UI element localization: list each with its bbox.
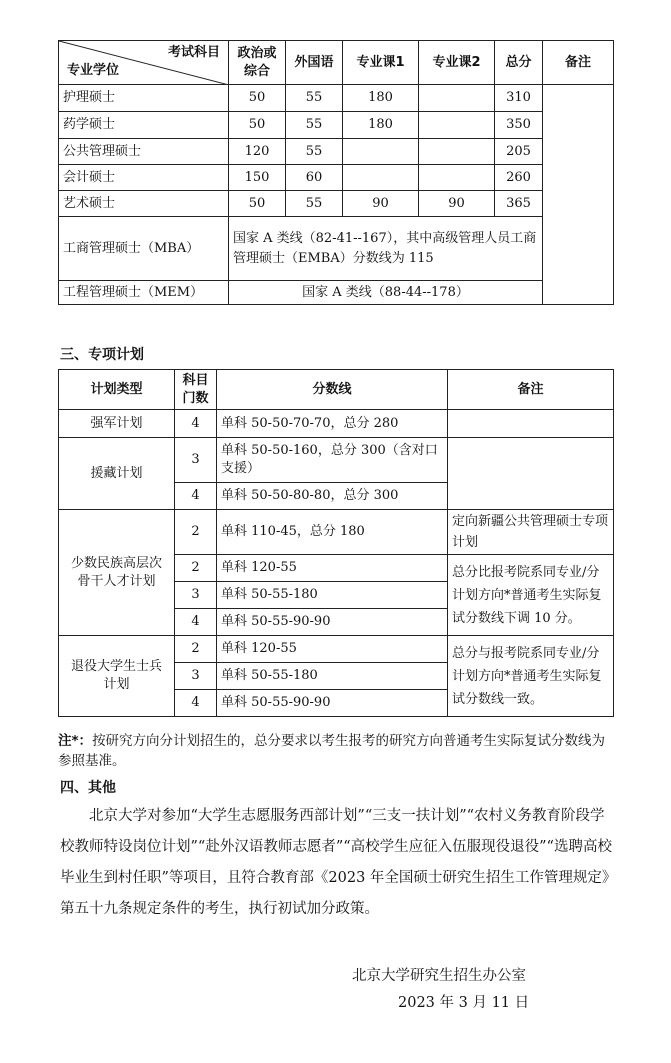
table-row bbox=[59, 112, 614, 139]
header-major-course-2: 专业课2 bbox=[419, 41, 495, 85]
degree-name-mem: 工程管理硕士（MEM） bbox=[59, 281, 229, 305]
degree-name: 护理硕士 bbox=[59, 85, 229, 112]
score-line: 单科 120-55 bbox=[217, 555, 448, 582]
score-politics: 50 bbox=[229, 112, 286, 139]
table-header-row bbox=[59, 41, 614, 85]
footnote bbox=[58, 731, 613, 771]
subject-count: 2 bbox=[175, 510, 217, 555]
corner-subjects-label: 考试科目 bbox=[167, 45, 220, 60]
degree-name: 会计硕士 bbox=[59, 165, 229, 191]
subject-count: 2 bbox=[175, 555, 217, 582]
score-foreign: 55 bbox=[286, 139, 343, 165]
subject-count: 4 bbox=[175, 483, 217, 510]
corner-degree-label: 专业学位 bbox=[67, 63, 120, 78]
subject-count: 4 bbox=[175, 690, 217, 717]
score-line: 单科 50-50-160，总分 300（含对口支援） bbox=[217, 438, 448, 483]
diagonal-header-cell bbox=[59, 41, 229, 85]
score-line: 单科 50-55-90-90 bbox=[217, 609, 448, 636]
score-line: 单科 120-55 bbox=[217, 636, 448, 663]
table-header-row bbox=[59, 370, 614, 410]
plan-type: 退役大学生士兵计划 bbox=[59, 636, 175, 717]
subject-count: 4 bbox=[175, 609, 217, 636]
section-4-title: 四、其他 bbox=[60, 780, 116, 796]
score-line: 单科 110-45，总分 180 bbox=[217, 510, 448, 555]
table-row-mba bbox=[59, 217, 614, 281]
score-total: 365 bbox=[495, 191, 543, 217]
footnote-label: 注*： bbox=[58, 733, 93, 749]
table-row bbox=[59, 191, 614, 217]
score-line: 单科 50-50-80-80，总分 300 bbox=[217, 483, 448, 510]
header-total: 总分 bbox=[495, 41, 543, 85]
header-foreign-language: 外国语 bbox=[286, 41, 343, 85]
remark-cell bbox=[448, 438, 614, 510]
score-foreign: 55 bbox=[286, 191, 343, 217]
score-politics: 50 bbox=[229, 85, 286, 112]
table-row bbox=[59, 85, 614, 112]
score-line: 单科 50-55-180 bbox=[217, 582, 448, 609]
remark-text: 定向新疆公共管理硕士专项计划 bbox=[448, 510, 614, 555]
degree-name: 药学硕士 bbox=[59, 112, 229, 139]
section-3-title: 三、专项计划 bbox=[60, 347, 144, 363]
score-course-2 bbox=[419, 165, 495, 191]
plan-type: 援藏计划 bbox=[59, 438, 175, 510]
header-plan-type: 计划类型 bbox=[59, 370, 175, 410]
header-politics: 政治或综合 bbox=[229, 41, 286, 85]
passing-score-table bbox=[58, 40, 614, 305]
table-row bbox=[59, 139, 614, 165]
degree-name-mba: 工商管理硕士（MBA） bbox=[59, 217, 229, 281]
score-total: 310 bbox=[495, 85, 543, 112]
score-course-2 bbox=[419, 85, 495, 112]
score-foreign: 60 bbox=[286, 165, 343, 191]
score-line: 单科 50-50-70-70，总分 280 bbox=[217, 410, 448, 438]
header-subject-count: 科目门数 bbox=[175, 370, 217, 410]
score-politics: 120 bbox=[229, 139, 286, 165]
remark-cell bbox=[543, 85, 614, 305]
header-major-course-1: 专业课1 bbox=[343, 41, 419, 85]
remark-text: 总分与报考院系同专业/分计划方向*普通考生实际复试分数线一致。 bbox=[448, 636, 614, 717]
score-politics: 150 bbox=[229, 165, 286, 191]
table-row-mem bbox=[59, 281, 614, 305]
score-politics: 50 bbox=[229, 191, 286, 217]
score-course-1: 180 bbox=[343, 112, 419, 139]
table-row bbox=[59, 438, 614, 483]
score-total: 205 bbox=[495, 139, 543, 165]
header-score-line: 分数线 bbox=[217, 370, 448, 410]
degree-name: 艺术硕士 bbox=[59, 191, 229, 217]
score-course-2: 90 bbox=[419, 191, 495, 217]
degree-name: 公共管理硕士 bbox=[59, 139, 229, 165]
score-total: 260 bbox=[495, 165, 543, 191]
score-foreign: 55 bbox=[286, 112, 343, 139]
table-row bbox=[59, 165, 614, 191]
table-row bbox=[59, 636, 614, 663]
score-foreign: 55 bbox=[286, 85, 343, 112]
plan-type: 强军计划 bbox=[59, 410, 175, 438]
signature-office: 北京大学研究生招生办公室 bbox=[352, 968, 526, 984]
special-plan-table bbox=[58, 369, 614, 717]
score-course-1: 90 bbox=[343, 191, 419, 217]
mba-score-text: 国家 A 类线（82-41--167），其中高级管理人员工商管理硕士（EMBA）分数线为 115 bbox=[229, 217, 543, 281]
signature-date: 2023 年 3 月 11 日 bbox=[398, 995, 530, 1011]
header-remark: 备注 bbox=[448, 370, 614, 410]
plan-type: 少数民族高层次骨干人才计划 bbox=[59, 510, 175, 636]
score-course-2 bbox=[419, 112, 495, 139]
mem-score-text: 国家 A 类线（88-44--178） bbox=[229, 281, 543, 305]
subject-count: 2 bbox=[175, 636, 217, 663]
footnote-text: 按研究方向分计划招生的，总分要求以考生报考的研究方向普通考生实际复试分数线为参照基准。 bbox=[58, 733, 606, 769]
remark-text: 总分比报考院系同专业/分计划方向*普通考生实际复试分数线下调 10 分。 bbox=[448, 555, 614, 636]
subject-count: 3 bbox=[175, 663, 217, 690]
remark-cell bbox=[448, 410, 614, 438]
section-4-paragraph: 北京大学对参加“大学生志愿服务西部计划”“三支一扶计划”“农村义务教育阶段学校教师特设岗位计划”“赴外汉语教师志愿者”“高校学生应征入伍服现役退役”“选聘高校毕业生到村任职”等项目，且符合教育部《2023 年全国硕士研究生招生工作管理规定》第五十九条规定条件的考生，执行初试加分政策。 bbox=[60, 808, 612, 917]
score-total: 350 bbox=[495, 112, 543, 139]
score-course-1 bbox=[343, 165, 419, 191]
table-row bbox=[59, 410, 614, 438]
score-line: 单科 50-55-90-90 bbox=[217, 690, 448, 717]
score-course-1: 180 bbox=[343, 85, 419, 112]
header-remark: 备注 bbox=[543, 41, 614, 85]
subject-count: 4 bbox=[175, 410, 217, 438]
table-row bbox=[59, 510, 614, 555]
subject-count: 3 bbox=[175, 582, 217, 609]
score-course-1 bbox=[343, 139, 419, 165]
subject-count: 3 bbox=[175, 438, 217, 483]
score-course-2 bbox=[419, 139, 495, 165]
score-line: 单科 50-55-180 bbox=[217, 663, 448, 690]
